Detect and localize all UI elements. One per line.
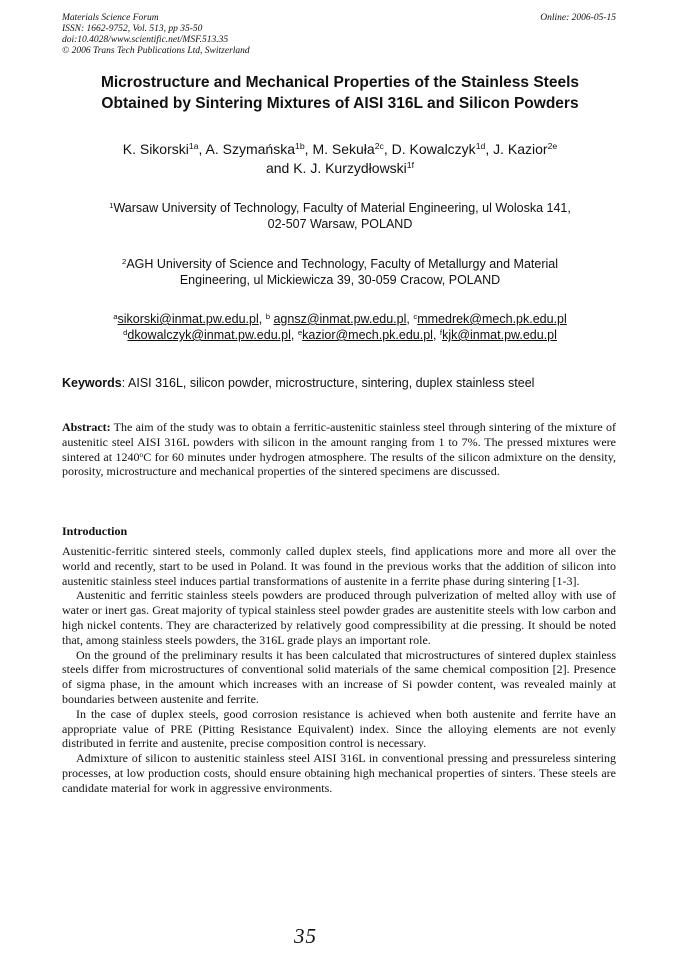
email-link[interactable]: dkowalczyk@inmat.pw.edu.pl (127, 328, 291, 342)
email-sup: b (265, 311, 270, 321)
abstract-label: Abstract: (62, 420, 111, 434)
author-name: M. Sekuła (312, 141, 375, 157)
degree-sup: o (139, 449, 144, 459)
emails-line-1: $^a$sikorski@inmat.pw.edu.pl, $^b$ agnsz@inmat.pw.edu.pl, $^c$mmedrek@mech.pk.edu.pl (113, 311, 567, 326)
doi-line: doi:10.4028/www.scientific.net/MSF.513.35 (62, 35, 229, 45)
author-sup: 1b (295, 141, 305, 152)
email-link[interactable]: kjk@inmat.pw.edu.pl (442, 328, 557, 342)
author-name: and K. J. Kurzydłowski (265, 160, 407, 176)
paragraph: Austenitic and ferritic stainless steels powders are produced through pulverization of melted alloy with use of water or inert gas. Great majority of typical stainless steel powder grades are austenitite steels with low carbon and high nickel contents. They are characterized by relatively good compressibility at die pressing. It should be noted that, among stainless steels powders, the 316L grade plays an important role. (62, 588, 616, 647)
abstract-text: C for 60 minutes under hydrogen atmosphere. The results of the silicon admixture on the density, porosity, microstructure and mechanical properties of the sintered specimens are discussed. (62, 449, 616, 479)
authors-line-1 (62, 140, 618, 159)
keywords-label: Keywords (62, 376, 122, 390)
email-sup: f (439, 327, 443, 337)
affiliation-1 (62, 200, 618, 232)
issn-line: ISSN: 1662-9752, Vol. 513, pp 35-50 (62, 24, 203, 34)
author-sup: 1f (406, 160, 415, 171)
section-heading: Introduction (62, 524, 128, 538)
author-separator: , (383, 141, 392, 157)
title-line-1: Microstructure and Mechanical Properties of the Stainless Steels (100, 74, 580, 91)
abstract-text: The aim of the study was to obtain a ferritic-austenitic stainless steel through sintering of the mixture of austenitic steel AISI 316L powders with silicon in the amount ranging from 1 to 7%. The pressed mixtures were sintered at 1240 (62, 420, 616, 464)
email-sup: d (123, 327, 128, 337)
author-name: K. Sikorski (122, 141, 189, 157)
title-line-2: Obtained by Sintering Mixtures of AISI 316L and Silicon Powders (101, 95, 579, 112)
email-link[interactable]: sikorski@inmat.pw.edu.pl (117, 312, 259, 326)
email-link[interactable]: mmedrek@mech.pk.edu.pl (417, 312, 567, 326)
paragraph: In the case of duplex steels, good corrosion resistance is achieved when both austenite and ferrite have an appropriate value of PRE (Pitting Resistance Equivalent) index. Since the alloying elements are not evenly distributed in ferrite and austenite, precise composition control is necessary. (62, 706, 616, 751)
email-sup: a (113, 311, 118, 321)
paragraph: Admixture of silicon to austenitic stainless steel AISI 316L in conventional pressing and pressureless sintering processes, at low production costs, should ensure obtaining high mechanical properties of sinters. These steels are candidate material for work in aggressive environments. (62, 751, 616, 795)
email-sup: e (297, 327, 303, 337)
author-separator: , (198, 141, 206, 157)
copyright-line: © 2006 Trans Tech Publications Ltd, Switzerland (62, 46, 250, 56)
email-list (62, 311, 618, 343)
online-date: Online: 2006-05-15 (540, 13, 616, 23)
affiliation-line: AGH University of Science and Technology, Faculty of Metallurgy and Material (126, 257, 558, 271)
author-name: D. Kowalczyk (391, 141, 476, 157)
author-separator: , (304, 141, 313, 157)
author-name: A. Szymańska (205, 141, 296, 157)
keywords-text: : AISI 316L, silicon powder, microstructure, sintering, duplex stainless steel (121, 376, 535, 390)
affiliation-line: Warsaw University of Technology, Faculty of Material Engineering, ul Woloska 141, (113, 201, 571, 215)
abstract (62, 420, 616, 479)
paragraph: On the ground of the preliminary results it has been calculated that microstructures of sintered duplex stainless steels differ from microstructures of conventional solid materials of the same chemical composition [2]. Presence of sigma phase, in the amount which increases with an increase of Si powder content, was revealed mainly at boundaries between austenite and ferrite. (62, 647, 616, 706)
emails-line-2: $^d$dkowalczyk@inmat.pw.edu.pl, $^e$kazior@mech.pk.edu.pl, $^f$kjk@inmat.pw.edu.pl (123, 327, 557, 342)
author-separator: , (485, 141, 494, 157)
page-number: 35 (294, 924, 317, 948)
keywords (62, 375, 618, 391)
author-sup: 1d (475, 141, 486, 152)
author-sup: 2e (547, 141, 558, 152)
author-sup: 2c (374, 141, 384, 152)
email-link[interactable]: agnsz@inmat.pw.edu.pl (273, 312, 407, 326)
author-list (62, 140, 618, 178)
author-name: J. Kazior (493, 141, 548, 157)
email-sup: c (413, 311, 418, 321)
authors-line-2 (62, 159, 618, 178)
affiliation-number: 2 (122, 256, 127, 266)
affiliation-number: 1 (109, 200, 114, 210)
paragraph: Austenitic-ferritic sintered steels, commonly called duplex steels, find applications more and more all over the world and recently, start to be used in Poland. It was found in the previous works that the addition of silicon into austenitic stainless steel induces partial transformations of austenite in a ferrite phase during sintering [1-3]. (62, 544, 616, 588)
affiliation-2 (62, 256, 618, 288)
introduction-body (62, 544, 616, 796)
journal-header (62, 13, 250, 57)
paper-title (62, 72, 618, 114)
affiliation-line: Engineering, ul Mickiewicza 39, 30-059 Cracow, POLAND (179, 273, 501, 287)
journal-name: Materials Science Forum (62, 13, 159, 23)
author-sup: 1a (188, 141, 199, 152)
email-link[interactable]: kazior@mech.pk.edu.pl (302, 328, 433, 342)
affiliation-line: 02-507 Warsaw, POLAND (267, 217, 413, 231)
